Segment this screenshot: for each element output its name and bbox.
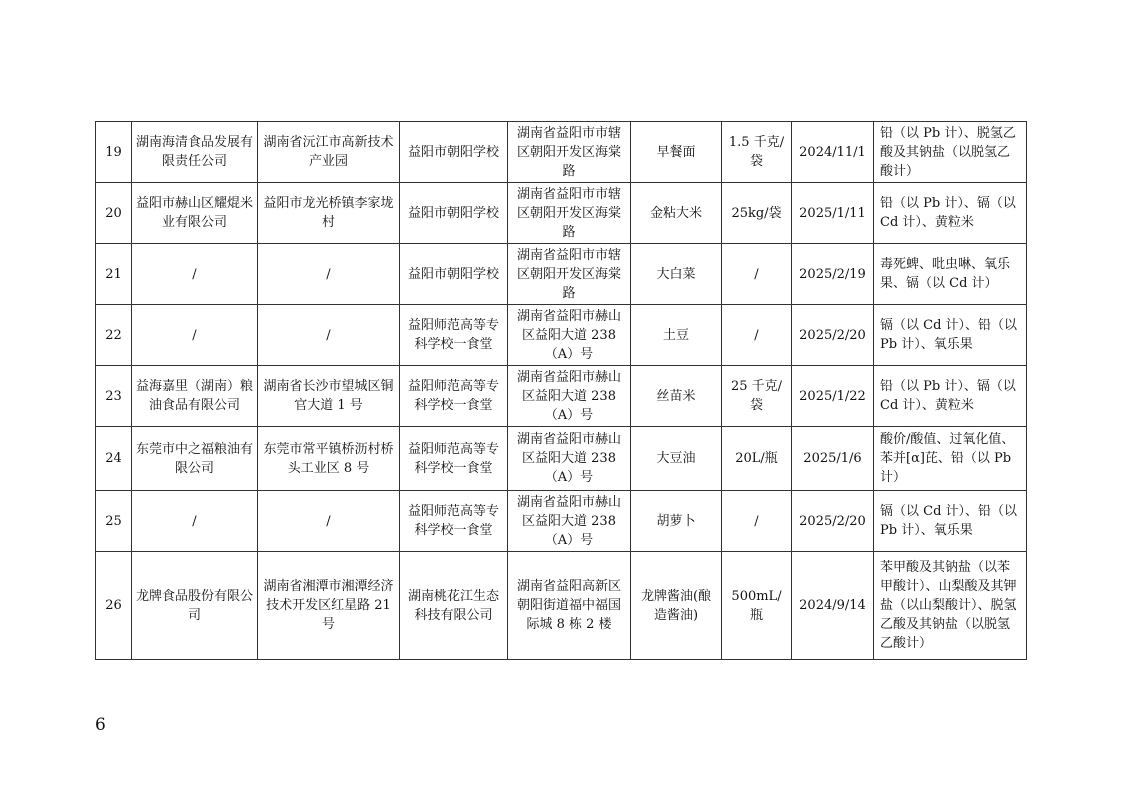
cell-test-items: 铅（以 Pb 计）、镉（以 Cd 计）、黄粒米 [874,366,1027,427]
cell-no: 21 [96,244,132,305]
cell-producer-address: / [258,491,400,552]
cell-product-name: 胡萝卜 [631,491,722,552]
table-row [96,183,1027,244]
cell-specification: / [722,491,792,552]
table-row [96,427,1027,491]
cell-specification: / [722,244,792,305]
cell-production-date: 2025/1/11 [792,183,874,244]
cell-sampled-unit: 益阳师范高等专科学校一食堂 [400,366,508,427]
cell-sampled-unit: 益阳市朝阳学校 [400,244,508,305]
cell-specification: 500mL/瓶 [722,552,792,660]
cell-no: 24 [96,427,132,491]
cell-sampled-address: 湖南省益阳市市辖区朝阳开发区海棠路 [508,244,631,305]
sampling-results-table [95,121,1027,660]
table-row [96,305,1027,366]
cell-sampled-unit: 益阳师范高等专科学校一食堂 [400,305,508,366]
cell-specification: 25 千克/袋 [722,366,792,427]
cell-product-name: 早餐面 [631,122,722,183]
cell-producer: / [132,491,258,552]
cell-product-name: 龙牌酱油(酿造酱油) [631,552,722,660]
cell-producer: 益海嘉里（湖南）粮油食品有限公司 [132,366,258,427]
cell-test-items: 铅（以 Pb 计）、镉（以 Cd 计）、黄粒米 [874,183,1027,244]
cell-no: 20 [96,183,132,244]
cell-producer-address: 益阳市龙光桥镇李家垅村 [258,183,400,244]
table-body [96,122,1027,660]
cell-production-date: 2025/1/6 [792,427,874,491]
cell-sampled-address: 湖南省益阳市赫山区益阳大道 238（A）号 [508,427,631,491]
table-row [96,552,1027,660]
cell-product-name: 丝苗米 [631,366,722,427]
table-row [96,366,1027,427]
cell-specification: / [722,305,792,366]
cell-production-date: 2025/2/20 [792,305,874,366]
cell-producer: 龙牌食品股份有限公司 [132,552,258,660]
cell-no: 25 [96,491,132,552]
cell-production-date: 2025/2/19 [792,244,874,305]
cell-sampled-address: 湖南省益阳高新区朝阳街道福中福国际城 8 栋 2 楼 [508,552,631,660]
cell-producer-address: / [258,305,400,366]
cell-sampled-unit: 益阳师范高等专科学校一食堂 [400,491,508,552]
cell-production-date: 2025/1/22 [792,366,874,427]
cell-producer-address: 湖南省长沙市望城区铜官大道 1 号 [258,366,400,427]
cell-no: 22 [96,305,132,366]
cell-no: 23 [96,366,132,427]
cell-sampled-address: 湖南省益阳市赫山区益阳大道 238（A）号 [508,491,631,552]
cell-test-items: 苯甲酸及其钠盐（以苯甲酸计）、山梨酸及其钾盐（以山梨酸计）、脱氢乙酸及其钠盐（以脱氢乙酸计） [874,552,1027,660]
cell-producer-address: 湖南省沅江市高新技术产业园 [258,122,400,183]
cell-producer: 东莞市中之福粮油有限公司 [132,427,258,491]
cell-test-items: 毒死蜱、吡虫啉、氧乐果、镉（以 Cd 计） [874,244,1027,305]
cell-producer: 益阳市赫山区耀焜米业有限公司 [132,183,258,244]
cell-sampled-address: 湖南省益阳市赫山区益阳大道 238（A）号 [508,366,631,427]
cell-test-items: 镉（以 Cd 计）、铅（以 Pb 计）、氧乐果 [874,491,1027,552]
cell-sampled-address: 湖南省益阳市市辖区朝阳开发区海棠路 [508,122,631,183]
cell-specification: 1.5 千克/袋 [722,122,792,183]
cell-producer: / [132,305,258,366]
table-row [96,122,1027,183]
table-row [96,244,1027,305]
cell-sampled-unit: 益阳市朝阳学校 [400,183,508,244]
cell-sampled-address: 湖南省益阳市市辖区朝阳开发区海棠路 [508,183,631,244]
table-row [96,491,1027,552]
cell-product-name: 大白菜 [631,244,722,305]
cell-producer: / [132,244,258,305]
cell-specification: 25kg/袋 [722,183,792,244]
cell-production-date: 2024/9/14 [792,552,874,660]
cell-producer-address: 湖南省湘潭市湘潭经济技术开发区红星路 21 号 [258,552,400,660]
cell-producer: 湖南海清食品发展有限责任公司 [132,122,258,183]
cell-no: 26 [96,552,132,660]
cell-sampled-address: 湖南省益阳市赫山区益阳大道 238（A）号 [508,305,631,366]
cell-specification: 20L/瓶 [722,427,792,491]
cell-producer-address: 东莞市常平镇桥沥村桥头工业区 8 号 [258,427,400,491]
cell-product-name: 土豆 [631,305,722,366]
cell-test-items: 镉（以 Cd 计）、铅（以 Pb 计）、氧乐果 [874,305,1027,366]
cell-sampled-unit: 益阳师范高等专科学校一食堂 [400,427,508,491]
cell-producer-address: / [258,244,400,305]
cell-sampled-unit: 益阳市朝阳学校 [400,122,508,183]
cell-product-name: 金粘大米 [631,183,722,244]
cell-no: 19 [96,122,132,183]
cell-sampled-unit: 湖南桃花江生态科技有限公司 [400,552,508,660]
page-number: 6 [95,715,106,735]
cell-production-date: 2025/2/20 [792,491,874,552]
cell-production-date: 2024/11/1 [792,122,874,183]
cell-test-items: 铅（以 Pb 计）、脱氢乙酸及其钠盐（以脱氢乙酸计） [874,122,1027,183]
cell-test-items: 酸价/酸值、过氧化值、苯并[α]芘、铅（以 Pb 计） [874,427,1027,491]
cell-product-name: 大豆油 [631,427,722,491]
